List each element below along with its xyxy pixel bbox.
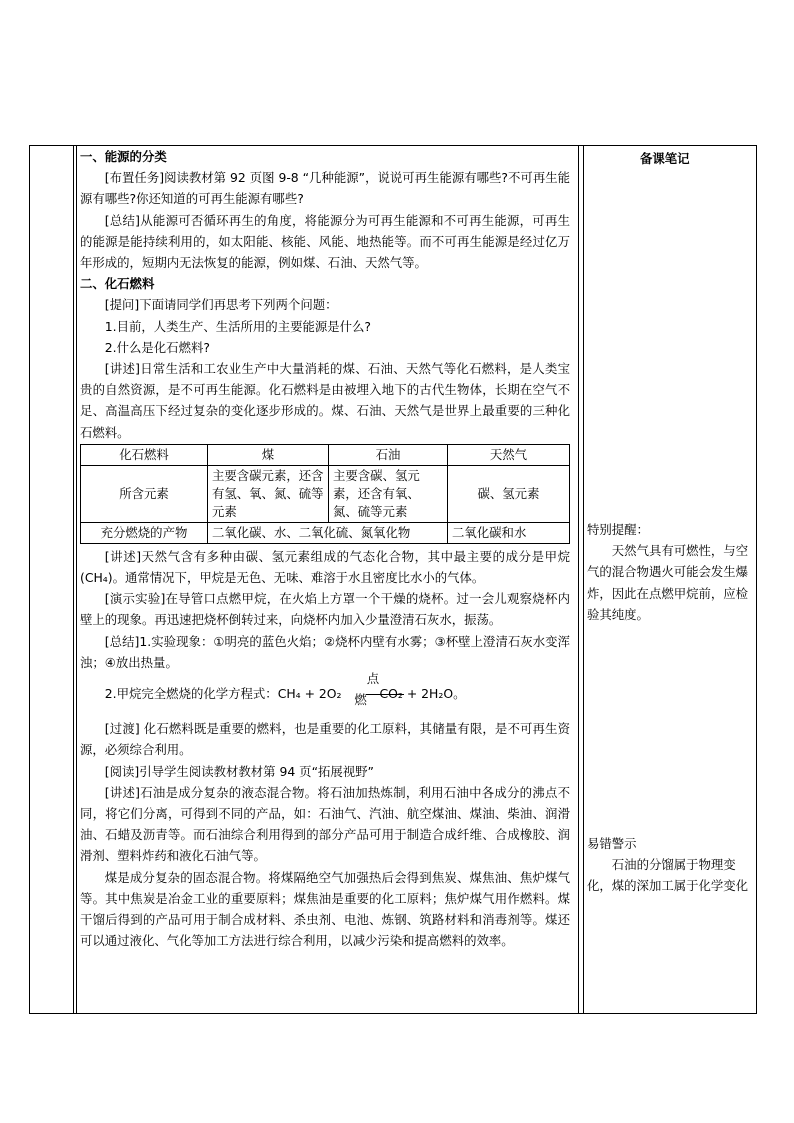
paragraph-petroleum: [讲述]石油是成分复杂的液态混合物。将石油加热炼制，利用石油中各成分的沸点不同，将它们分离，可得到不同的产品，如：石油气、汽油、航空煤油、煤油、柴油、润滑油、石蜡及沥青等。而石油综合利用得到的部分产品可用于制造合成纤维、合成橡胶、润滑剂、塑料炸药和液化石油气等。 bbox=[80, 784, 570, 864]
equation-end: 。 bbox=[453, 686, 466, 702]
side-note-label: 特别提醒： bbox=[587, 522, 649, 537]
table-header-cell: 煤 bbox=[208, 444, 329, 465]
condition-label: 点燃 bbox=[354, 671, 380, 708]
equation-products: CO₂ + 2H₂O bbox=[379, 686, 454, 702]
section-heading-energy: 一、能源的分类 bbox=[80, 149, 167, 164]
column-divider bbox=[73, 146, 74, 1013]
column-divider bbox=[76, 146, 77, 1013]
paragraph-transition: [过渡] 化石燃料既是重要的燃料，也是重要的化工原料，其储量有限，是不可再生资源，必须综合利用。 bbox=[80, 721, 570, 758]
paragraph-natural-gas: [讲述]天然气含有多种由碳、氢元素组成的气态化合物，其中最主要的成分是甲烷(CH₄)。通常情况下，甲烷是无色、无味、难溶于水且密度比水小的气体。 bbox=[80, 548, 570, 586]
table-cell: 二氧化碳和水 bbox=[448, 522, 570, 543]
reaction-condition bbox=[342, 671, 380, 708]
paragraph-reading: [阅读]引导学生阅读教材教材第 94 页“拓展视野” bbox=[104, 763, 374, 779]
chemical-equation bbox=[80, 671, 570, 708]
paragraph-phenomena: [总结]1.实验现象：①明亮的蓝色火焰；②烧杯内壁有水雾；③杯壁上澄清石灰水变浑浊；④放出热量。 bbox=[80, 633, 570, 670]
paragraph-summary: [总结]从能源可否循环再生的角度，将能源分为可再生能源和不可再生能源，可再生的能源是能持续利用的，如太阳能、核能、风能、地热能等。而不可再生能源是经过亿万年形成的，短期内无法恢复的能源，例如煤、石油、天然气等。 bbox=[80, 212, 570, 271]
table-header-row bbox=[81, 444, 570, 465]
table-cell: 主要含碳、氢元素，还含有氧、氮、硫等元素 bbox=[329, 465, 448, 522]
side-note-text: 石油的分馏属于物理变化，煤的深加工属于化学变化 bbox=[587, 857, 749, 894]
table-cell: 所含元素 bbox=[81, 465, 208, 522]
column-divider bbox=[578, 146, 579, 1013]
table-cell: 主要含碳元素，还含有氢、氧、氮、硫等元素 bbox=[208, 465, 329, 522]
table-row bbox=[81, 465, 570, 522]
side-note-common-mistake bbox=[587, 833, 757, 897]
table-header-cell: 化石燃料 bbox=[81, 444, 208, 465]
section-heading-fossil-fuels: 二、化石燃料 bbox=[80, 276, 155, 292]
table-header-cell: 石油 bbox=[329, 444, 448, 465]
column-divider bbox=[583, 146, 584, 1013]
notes-column-title: 备课笔记 bbox=[640, 151, 690, 166]
table-cell: 充分燃烧的产物 bbox=[81, 522, 208, 543]
paragraph-coal: 煤是成分复杂的固态混合物。将煤隔绝空气加强热后会得到焦炭、煤焦油、焦炉煤气等。其中焦炭是冶金工业的重要原料；煤焦油是重要的化工原料；焦炉煤气用作燃料。煤干馏后得到的产品可用于制合成材料、杀虫剂、电池、炼钢、筑路材料和消毒剂等。煤还可以通过液化、气化等加工方法进行综合利用，以减少污染和提高燃料的效率。 bbox=[80, 869, 570, 949]
lesson-content bbox=[80, 146, 570, 952]
side-note-text: 天然气具有可燃性，与空气的混合物遇火可能会发生爆炸，因此在点燃甲烷前，应检验其纯度。 bbox=[587, 543, 749, 622]
table-cell: 二氧化碳、水、二氧化硫、氮氧化物 bbox=[208, 522, 448, 543]
table-cell: 碳、氢元素 bbox=[448, 465, 570, 522]
paragraph-question: [提问]下面请同学们再思考下列两个问题： bbox=[104, 297, 338, 313]
question-1: 1.目前，人类生产、生活所用的主要能源是什么? bbox=[104, 318, 372, 334]
equation-prefix: 2.甲烷完全燃烧的化学方程式： bbox=[104, 686, 278, 702]
paragraph-explain-fossil: [讲述]日常生活和工农业生产中大量消耗的煤、石油、天然气等化石燃料，是人类宝贵的自然资源，是不可再生能源。化石燃料是由被埋入地下的古代生物体，长期在空气不足、高温高压下经过复杂的变化逐步形成的。煤、石油、天然气是世界上最重要的三种化石燃料。 bbox=[80, 361, 570, 440]
fossil-fuel-table bbox=[80, 444, 570, 544]
side-note-special-reminder bbox=[587, 519, 757, 625]
side-note-label: 易错警示 bbox=[587, 836, 637, 851]
paragraph-task: [布置任务]阅读教材第 92 页图 9-8 “几种能源”，说说可再生能源有哪些?不可再生能源有哪些?你还知道的可再生能源有哪些? bbox=[80, 170, 570, 207]
paragraph-experiment: [演示实验]在导管口点燃甲烷，在火焰上方罩一个干燥的烧杯。过一会儿观察烧杯内壁上的现象。再迅速把烧杯倒转过来，向烧杯内加入少量澄清石灰水，振荡。 bbox=[80, 591, 570, 628]
table-header-cell: 天然气 bbox=[448, 444, 570, 465]
equation-reactants: CH₄ + 2O₂ bbox=[277, 686, 342, 702]
question-2: 2.什么是化石燃料? bbox=[104, 339, 210, 355]
table-row bbox=[81, 522, 570, 543]
